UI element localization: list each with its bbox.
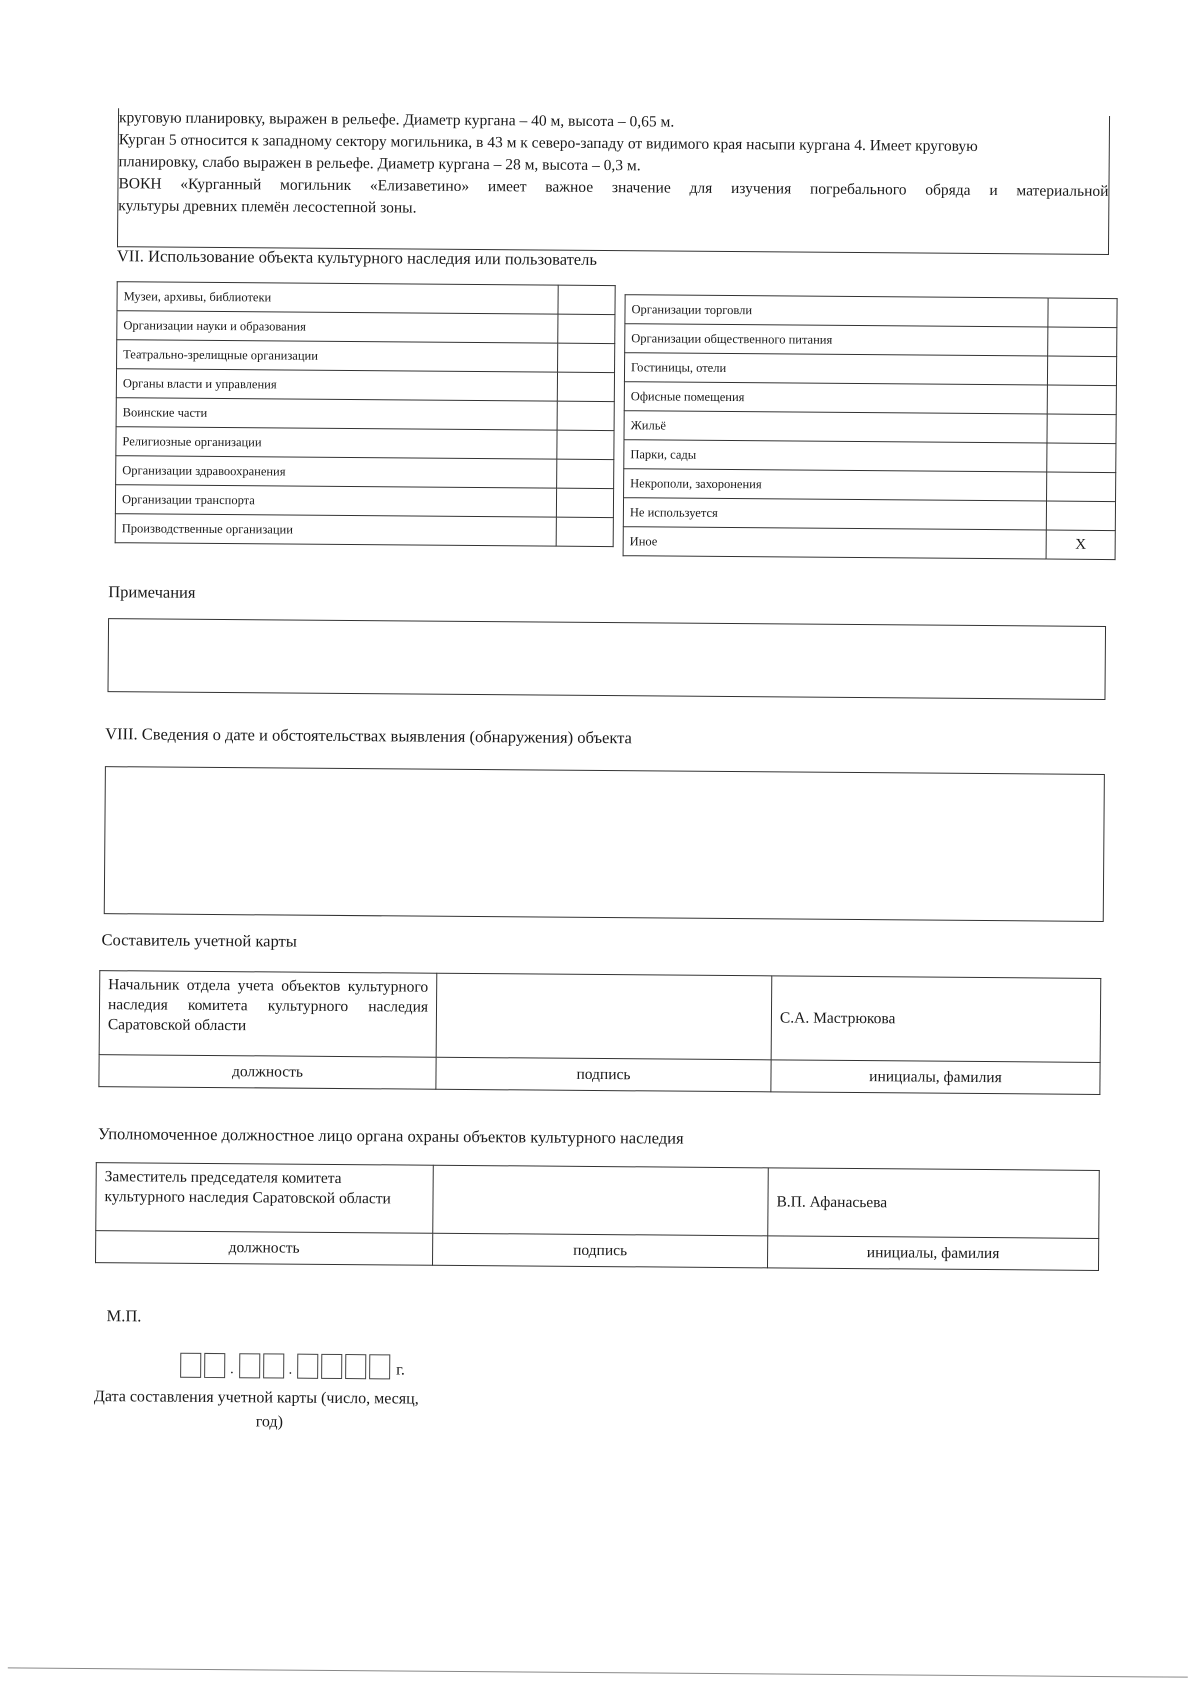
notes-field[interactable] [107, 618, 1106, 700]
usage-checkbox[interactable] [1047, 472, 1116, 502]
compiler-title: Составитель учетной карты [101, 930, 297, 951]
compiler-table [98, 970, 1101, 1095]
official-table [95, 1162, 1100, 1271]
table-row [623, 498, 1115, 531]
usage-label: Гостиницы, отели [624, 353, 1047, 385]
usage-label: Офисные помещения [624, 382, 1047, 414]
date-fields [180, 1353, 405, 1380]
table-row [624, 469, 1116, 502]
usage-checkbox[interactable] [557, 459, 614, 488]
section-7-title: VII. Использование объекта культурного наследия или пользователь [116, 246, 597, 269]
usage-checkbox[interactable] [558, 314, 615, 343]
table-row [116, 456, 614, 489]
table-row [116, 369, 614, 402]
usage-checkbox[interactable] [1047, 385, 1116, 415]
usage-table-left [115, 281, 616, 547]
table-row [117, 311, 615, 344]
usage-checkbox[interactable] [558, 343, 615, 372]
date-month-digit[interactable] [239, 1353, 260, 1378]
date-suffix: г. [396, 1361, 406, 1379]
date-year-digit[interactable] [297, 1354, 318, 1379]
usage-label: Организации здравоохранения [116, 456, 557, 488]
table-row [624, 353, 1116, 386]
usage-label: Жильё [624, 411, 1047, 443]
discovery-info-field[interactable] [104, 766, 1105, 922]
page-edge-line [8, 1667, 1188, 1677]
usage-checkbox[interactable] [558, 285, 615, 314]
usage-label: Организации общественного питания [625, 324, 1048, 356]
table-row [96, 1231, 1099, 1271]
usage-label: Органы власти и управления [116, 369, 557, 401]
table-row [116, 427, 614, 460]
date-caption: Дата составления учетной карты (число, месяц, [93, 1388, 419, 1408]
date-day-digit[interactable] [204, 1353, 225, 1378]
usage-checkbox[interactable] [1048, 298, 1117, 328]
usage-label: Не используется [623, 498, 1046, 530]
date-day-digit[interactable] [180, 1353, 201, 1378]
description-line: круговую планировку, выражен в рельефе. Диаметр кургана – 40 м, высота – 0,65 м. [118, 109, 675, 131]
usage-label: Производственные организации [115, 514, 556, 546]
usage-checkbox[interactable] [556, 517, 613, 546]
table-row [624, 411, 1116, 444]
official-title: Уполномоченное должностное лицо органа охраны объектов культурного наследия [97, 1124, 684, 1148]
object-description-box [117, 108, 1110, 255]
table-row [99, 971, 1101, 1063]
usage-label: Музеи, архивы, библиотеки [117, 282, 558, 314]
compiler-signature-field[interactable] [436, 973, 772, 1060]
usage-label: Религиозные организации [116, 427, 557, 459]
stamp-label: М.П. [106, 1306, 142, 1326]
description-line: ВОКН «Курганный могильник «Елизаветино» имеет важное значение для изучения погребального обряда и материальной [118, 175, 1109, 200]
usage-checkbox[interactable] [556, 488, 613, 517]
table-row [625, 324, 1117, 357]
usage-label: Театрально-зрелищные организации [117, 340, 558, 372]
table-row [99, 1055, 1100, 1095]
usage-label: Воинские части [116, 398, 557, 430]
table-row [624, 440, 1116, 473]
usage-label: Организации транспорта [115, 485, 556, 517]
description-line: планировку, слабо выражен в рельефе. Диаметр кургана – 28 м, высота – 0,3 м. [118, 153, 641, 175]
usage-checkbox[interactable] [1046, 501, 1115, 531]
usage-checkbox[interactable]: X [1046, 530, 1115, 560]
table-row [625, 295, 1117, 328]
position-caption: должность [96, 1231, 433, 1266]
usage-checkbox[interactable] [1047, 356, 1116, 386]
date-year-digit[interactable] [321, 1354, 342, 1379]
table-row [115, 485, 613, 518]
date-year-digit[interactable] [345, 1354, 366, 1379]
usage-label: Организации торговли [625, 295, 1048, 327]
date-separator: . [230, 1362, 234, 1378]
usage-label: Парки, сады [624, 440, 1047, 472]
usage-label: Некрополи, захоронения [624, 469, 1047, 501]
usage-table-right [623, 294, 1118, 560]
description-line: Курган 5 относится к западному сектору могильника, в 43 м к северо-западу от видимого края насыпи кургана 4. Имеет круговую [118, 131, 978, 155]
signature-caption: подпись [436, 1057, 771, 1092]
usage-checkbox[interactable] [557, 430, 614, 459]
usage-checkbox[interactable] [557, 372, 614, 401]
table-row [117, 340, 615, 373]
table-row [96, 1163, 1100, 1239]
official-name: В.П. Афанасьева [768, 1168, 1100, 1239]
usage-checkbox[interactable] [557, 401, 614, 430]
date-month-digit[interactable] [263, 1353, 284, 1378]
description-line: культуры древних племён лесостепной зоны. [118, 197, 417, 217]
table-row [624, 382, 1116, 415]
section-8-title: VIII. Сведения о дате и обстоятельствах выявления (обнаружения) объекта [105, 724, 632, 748]
table-row [116, 398, 614, 431]
compiler-name: С.А. Мастрюкова [771, 976, 1101, 1063]
table-row [117, 282, 615, 315]
table-row [115, 514, 613, 547]
table-row [623, 527, 1115, 560]
usage-label: Организации науки и образования [117, 311, 558, 343]
signature-caption: подпись [433, 1233, 768, 1268]
name-caption: инициалы, фамилия [767, 1236, 1098, 1271]
usage-checkbox[interactable] [1048, 327, 1117, 357]
date-year-digit[interactable] [369, 1354, 390, 1379]
official-position: Заместитель председателя комитета культурного наследия Саратовской области [96, 1163, 434, 1234]
date-separator: . [288, 1362, 293, 1378]
official-signature-field[interactable] [433, 1165, 769, 1236]
notes-title: Примечания [108, 582, 196, 602]
usage-checkbox[interactable] [1047, 414, 1116, 444]
position-caption: должность [99, 1055, 436, 1090]
date-caption-cont: год) [255, 1413, 284, 1431]
usage-checkbox[interactable] [1047, 443, 1116, 473]
compiler-position: Начальник отдела учета объектов культурного наследия комитета культурного наследия Саратовской области [99, 971, 437, 1058]
name-caption: инициалы, фамилия [771, 1060, 1100, 1095]
usage-label: Иное [623, 527, 1046, 559]
